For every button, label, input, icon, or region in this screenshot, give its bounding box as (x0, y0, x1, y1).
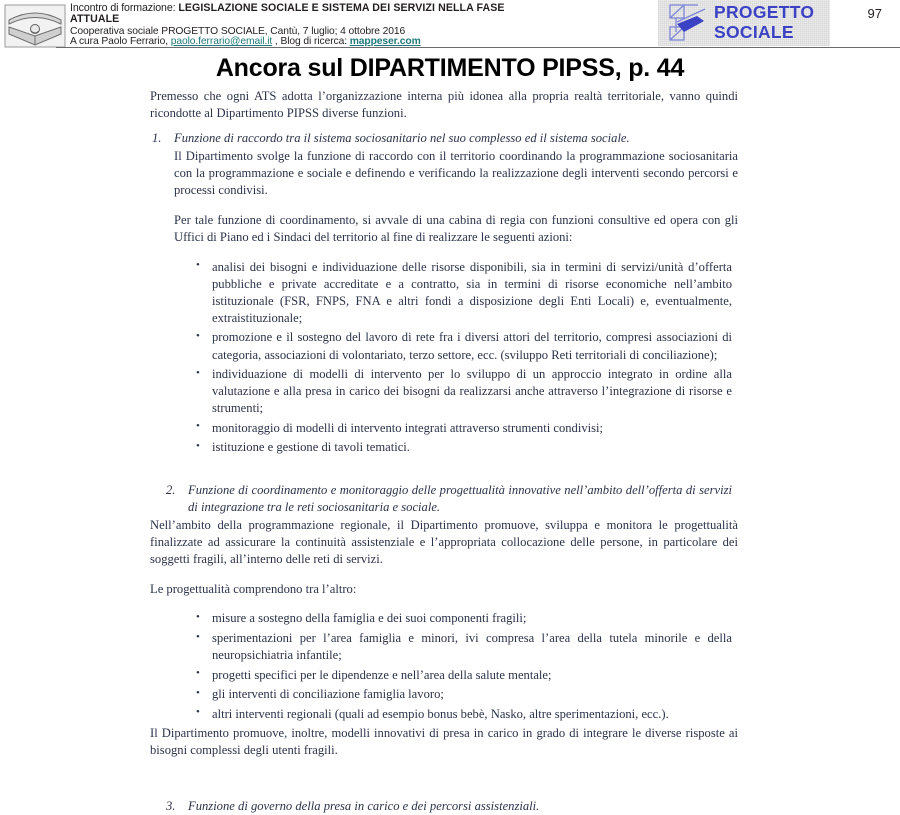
header-divider (56, 47, 900, 48)
spacer (150, 772, 738, 790)
slide-header (0, 0, 900, 50)
page-number: 97 (867, 6, 882, 21)
item-2-paragraph-2: Le progettualità comprendono tra l’altro: (150, 581, 357, 596)
header-author-prefix: A cura Paolo Ferrario, (70, 36, 171, 48)
item-2-bullet-list (150, 610, 738, 722)
header-course-prefix: Incontro di formazione: (70, 2, 179, 14)
list-item: • progetti specifici per le dipendenze e nell’area della salute mentale; (212, 667, 732, 684)
item-3-number: 3. (166, 799, 176, 814)
item-1-paragraph-1: Il Dipartimento svolge la funzione di raccordo con il territorio coordinando la programmazione sociosanitaria con la programmazione e sociale e definendo e verificando la realizzazione degli interventi secondo percorsi e processi condivisi. (174, 149, 738, 198)
item-2-heading: Funzione di coordinamento e monitoraggio delle progettualità innovative nell’ambito dell’offerta di servizi di integrazione tra le reti sociosanitaria e sociale. (188, 482, 732, 514)
blog-link[interactable]: mappeser.com (349, 36, 421, 48)
list-item: • misure a sostegno della famiglia e dei suoi componenti fragili; (212, 610, 732, 627)
item-1-paragraph-2: Per tale funzione di coordinamento, si avvale di una cabina di regia con funzioni consultive ed opera con gli Uffici di Piano ed i Sindaci del territorio al fine di realizzare le seguenti azioni: (174, 212, 738, 245)
list-item: • individuazione di modelli di intervento per lo sviluppo di un approccio integrato in ordine alla valutazione e alla presa in carico dei bisogni da realizzarsi anche attraverso l’integrazione di risorse e strumenti; (212, 366, 732, 417)
list-item: • analisi dei bisogni e individuazione delle risorse disponibili, sia in termini di servizi/unità d’offerta pubbliche e private accreditate e a contratto, sia in termini di risorse economiche nell’ambito istituzionale (FSR, FNPS, FNA e altri fondi a disposizione degli Enti Locali) e, eventualmente, extraistituzionale; (212, 259, 732, 327)
list-item: • istituzione e gestione di tavoli tematici. (212, 439, 732, 456)
header-course-title-cont: ATTUALE (70, 12, 120, 25)
progetto-sociale-logo-icon (664, 2, 710, 44)
spacer (150, 459, 738, 474)
list-item: • altri interventi regionali (quali ad esempio bonus bebè, Nasko, altre sperimentazioni, ecc.). (212, 706, 732, 723)
item-3-heading: Funzione di governo della presa in carico e dei percorsi assistenziali. (188, 799, 540, 814)
item-2-number: 2. (166, 482, 176, 497)
list-item: • sperimentazioni per l’area famiglia e minori, ivi compresa l’area della tutela minorile e della neuropsichiatria infantile; (212, 630, 732, 664)
header-course-title: LEGISLAZIONE SOCIALE E SISTEMA DEI SERVIZI NELLA FASE (178, 2, 505, 14)
logo-word-line2: SOCIALE (714, 22, 794, 42)
header-blog-prefix: , Blog di ricerca: (272, 36, 350, 48)
logo-wordmark (714, 3, 814, 42)
item-1-bullet-list (150, 259, 738, 457)
list-item: • monitoraggio di modelli di intervento integrati attraverso strumenti condivisi; (212, 420, 732, 437)
author-email-link[interactable]: paolo.ferrario@email.it (170, 36, 273, 48)
item-1-number: 1. (152, 131, 162, 146)
numbered-item-1 (150, 130, 738, 147)
logo-word-line1: PROGETTO (714, 2, 815, 23)
item-2-paragraph-3: Il Dipartimento promuove, inoltre, modelli innovativi di presa in carico in grado di integrare le diverse risposte ai bisogni complessi degli utenti fragili. (150, 726, 738, 758)
intro-paragraph: Premesso che ogni ATS adotta l’organizzazione interna più idonea alla propria realtà territoriale, vanno quindi ricondotte al Dipartimento PIPSS diverse funzioni. (150, 89, 738, 121)
book-emblem-icon (4, 4, 66, 48)
header-organization-line: Cooperativa sociale PROGETTO SOCIALE, Cantù, 7 luglio; 4 ottobre 2016 (70, 25, 406, 37)
document-body (150, 88, 738, 815)
list-item: • promozione e il sostegno del lavoro di rete fra i diversi attori del territorio, compresi associazioni di categoria, associazioni di volontariato, terzo settore, ecc. (sviluppo Reti territoriali di conciliazione); (212, 329, 732, 363)
numbered-item-3 (164, 798, 738, 815)
list-item: • gli interventi di conciliazione famiglia lavoro; (212, 686, 732, 703)
progetto-sociale-logo (658, 0, 830, 46)
numbered-item-2 (164, 482, 738, 516)
item-2-paragraph-1: Nell’ambito della programmazione regionale, il Dipartimento promuove, sviluppa e monitora le progettualità finalizzate ad assicurare la continuità assistenziale e l’appropriata collocazione delle persone, in particolare dei soggetti fragili, all’interno delle reti di servizi. (150, 518, 738, 567)
item-1-heading: Funzione di raccordo tra il sistema sociosanitario nel suo complesso ed il sistema sociale. (174, 131, 630, 146)
page-title: Ancora sul DIPARTIMENTO PIPSS, p. 44 (215, 54, 685, 82)
